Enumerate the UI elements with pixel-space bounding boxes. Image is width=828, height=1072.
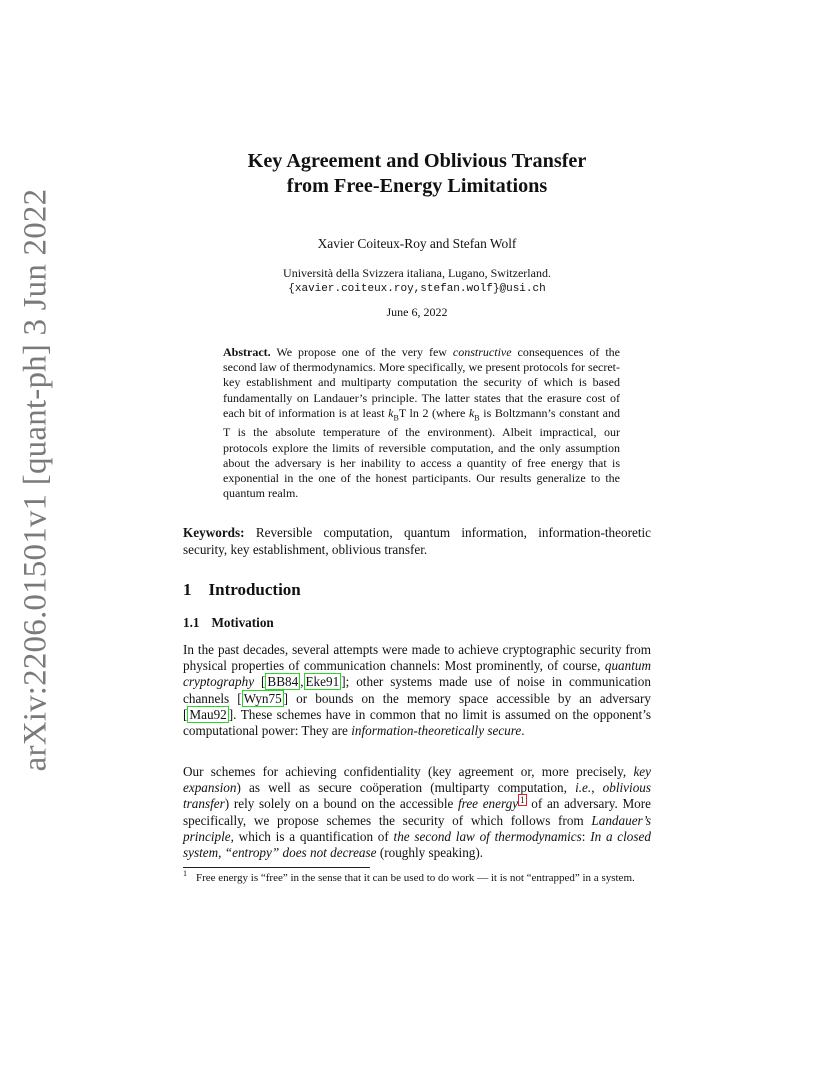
body-text: ]. These schemes have in common that no limit is assumed on the opponent’s computational power: They are [183, 706, 651, 739]
math-sub: B [393, 413, 399, 423]
abstract-label: Abstract. [223, 345, 271, 359]
body-text: , [591, 780, 603, 796]
subsection-title: Motivation [211, 615, 274, 630]
citation-link[interactable]: Mau92 [189, 706, 227, 722]
body-emphasis: oblivious transfer [183, 780, 652, 812]
abstract-text: is Boltzmann’s constant and T is the absolute temperature of the environment). Albeit impractical, our protocols explore the limits of reversible computation, and the only assumption about the adversary is her inability to access a quantity of free energy that is exponential in the one of the honest participants. Our results generalize to the quantum realm. [223, 405, 621, 501]
body-text: . [521, 723, 525, 739]
title-line-2: from Free-Energy Limitations [286, 175, 548, 197]
section-heading [183, 580, 301, 600]
citation-link[interactable]: Wyn75 [243, 690, 282, 706]
abstract-text: T ln 2 (where [398, 405, 469, 420]
abstract [223, 345, 620, 501]
body-emphasis: i.e. [575, 780, 592, 796]
keywords-label: Keywords: [183, 525, 245, 540]
abstract-text: We propose one of the very few [270, 345, 453, 359]
subsection-heading [183, 615, 274, 631]
title-line-1: Key Agreement and Oblivious Transfer [247, 150, 587, 172]
math-sub: B [474, 413, 480, 423]
authors: Xavier Coiteux-Roy and Stefan Wolf [317, 236, 517, 251]
footnote-text: Free energy is “free” in the sense that it can be used to do work — it is not “entrapped” in a system. [196, 872, 635, 884]
affiliation-block [183, 265, 651, 297]
body-text: In the past decades, several attempts were made to achieve cryptographic security from physical properties of communication channels: Most prominently, of course, [183, 642, 651, 674]
body-text: ) rely solely on a bound on the accessible [224, 796, 459, 812]
keywords [183, 524, 651, 558]
subsection-number: 1.1 [183, 615, 200, 630]
citation-link[interactable]: Eke91 [305, 674, 340, 690]
paragraph-2 [183, 764, 651, 861]
arxiv-stamp-text: arXiv:2206.01501v1 [quant-ph] 3 Jun 2022 [17, 188, 54, 772]
citation-link[interactable]: BB84 [267, 674, 299, 690]
body-emphasis: information-theoretically secure [351, 723, 522, 739]
body-text: , [300, 674, 304, 690]
body-text: : [581, 828, 591, 844]
footnote: 1 Free energy is “free” in the sense that it can be used to do work — it is not “entrapped” in a system. [183, 869, 635, 884]
body-text: ) as well as secure coöperation (multiparty computation, [236, 780, 576, 796]
math-k: k [468, 405, 475, 420]
arxiv-stamp [0, 0, 72, 1072]
body-emphasis: quantum cryptography [183, 658, 651, 690]
paragraph-1 [183, 642, 651, 739]
body-emphasis: In a closed system, “entropy” does not decrease [183, 828, 651, 861]
affiliation: Università della Svizzera italiana, Lugano, Switzerland. [283, 266, 551, 280]
body-text: Our schemes for achieving confidentiality (key agreement or, more precisely, [183, 764, 634, 779]
body-text: of an adversary. More specifically, we propose schemes the security of which follows from [183, 796, 652, 828]
body-emphasis: free energy [458, 796, 519, 812]
body-emphasis: Landauer’s principle [183, 812, 651, 844]
body-text: , which is a quantification of [230, 828, 394, 844]
footnote-divider [183, 867, 370, 868]
date: June 6, 2022 [386, 305, 448, 319]
body-text: [ [254, 674, 266, 690]
abstract-text: consequences of the second law of thermodynamics. More specifically, we present protocols for secret-key establishment and multiparty computation the security of which is based fundamentally on Landauer’s principle. The latter states that the erasure cost of each bit of information is at least [223, 345, 620, 420]
body-emphasis: the second law of thermodynamics [393, 828, 582, 844]
section-title: Introduction [208, 580, 301, 599]
abstract-emphasis: constructive [452, 345, 512, 359]
keywords-text: Reversible computation, quantum information, information-theoretic security, key establishment, oblivious transfer. [183, 525, 651, 557]
paper-title [183, 149, 651, 199]
body-emphasis: key expansion [183, 764, 651, 796]
body-text: (roughly speaking). [376, 845, 484, 861]
section-number: 1 [183, 580, 192, 599]
math-k: k [388, 405, 394, 420]
footnote-link[interactable]: 1 [520, 795, 525, 806]
body-text: ]; other systems made use of noise in communication channels [ [183, 674, 651, 706]
email[interactable]: {xavier.coiteux.roy,stefan.wolf}@usi.ch [288, 283, 546, 295]
body-text: ] or bounds on the memory space accessible by an adversary [ [183, 690, 652, 722]
